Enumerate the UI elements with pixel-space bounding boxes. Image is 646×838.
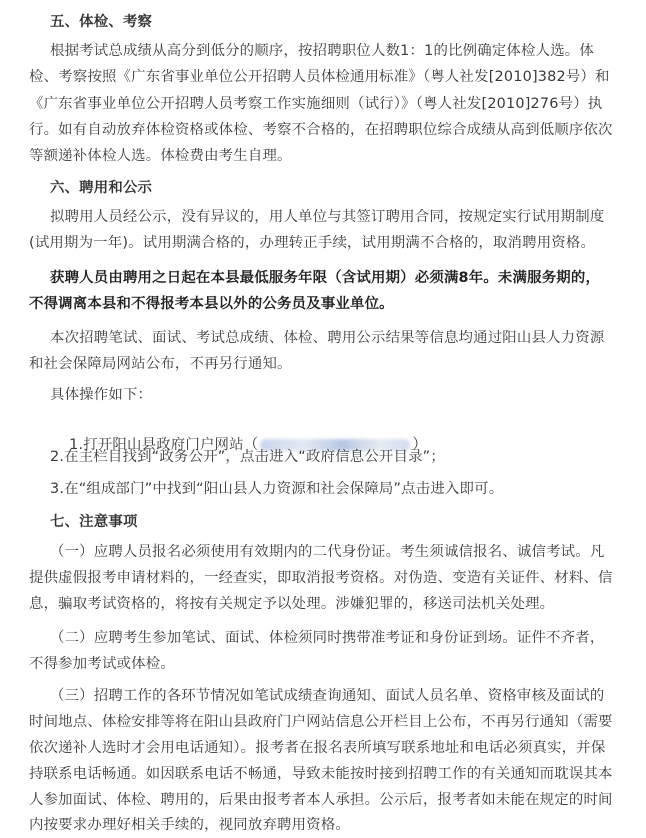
paragraph-line: 息，骗取考试资格的，将按有关规定予以处理。涉嫌犯罪的，移送司法机关处理。 — [29, 596, 555, 612]
section-heading: 六、聘用和公示 — [50, 180, 153, 196]
paragraph-line: 本次招聘笔试、面试、考试总成绩、体检、聘用公示结果等信息均通过阳山县人力资源 — [50, 330, 605, 346]
section-heading: 七、注意事项 — [50, 514, 138, 530]
paragraph-line: 人参加面试、体检、聘用的，后果由报考者本人承担。公示后，报考者如未能在规定的时间 — [29, 792, 613, 808]
paragraph-line: 拟聘用人员经公示，没有异议的，用人单位与其签订聘用合同，按规定实行试用期制度 — [50, 209, 605, 225]
paragraph-line: （三）招聘工作的各环节情况如笔试成绩查询通知、面试人员名单、资格审核及面试的 — [50, 688, 605, 704]
paragraph-line: 根据考试总成绩从高分到低分的顺序，按招聘职位人数1：1的比例确定体检人选。体 — [50, 43, 594, 59]
step-line: 3.在“组成部门”中找到“阳山县人力资源和社会保障局”点击进入即可。 — [50, 481, 504, 497]
paragraph-line: 行。如有自动放弃体检资格或体检、考察不合格的，在招聘职位综合成绩从高到低顺序依次 — [29, 122, 613, 138]
paragraph-line: 内按要求办理好相关手续的，视同放弃聘用资格。 — [29, 817, 350, 833]
paragraph-line: 和社会保障局网站公布，不再另行通知。 — [29, 356, 292, 372]
paragraph-line: 《广东省事业单位公开招聘人员考察工作实施细则（试行）》（粤人社发[2010]276号）执 — [29, 96, 603, 112]
step-line: 2.在主栏目找到“政务公开”，点击进入“政府信息公开目录”； — [50, 449, 445, 465]
paragraph-line: 提供虚假报考申请材料的，一经查实，即取消报考资格。对伪造、变造有关证件、材料、信 — [29, 570, 613, 586]
paragraph-line: 具体操作如下： — [50, 387, 153, 403]
paragraph-line: 依次递补人选时才会用电话通知）。报考者在报名表所填写联系地址和电话必须真实，并保 — [29, 740, 606, 756]
paragraph-line: 不得参加考试或体检。 — [29, 656, 175, 672]
section-heading: 五、体检、考察 — [50, 14, 153, 30]
step-text: 1.打开阳山县政府门户网站（ — [69, 437, 259, 453]
paragraph-line: 时间地点、体检安排等将在阳山县政府门户网站信息公开栏目上公布，不再另行通知（需要 — [29, 714, 613, 730]
step-text-close: ） — [412, 437, 427, 453]
paragraph-line: 持联系电话畅通。如因联系电话不畅通，导致未能按时接到招聘工作的有关通知而耽误其本 — [29, 766, 613, 782]
bold-paragraph-line: 获聘人员由聘用之日起在本县最低服务年限（含试用期）必须满8年。未满服务期的， — [50, 270, 601, 286]
paragraph-line: 检、考察按照《广东省事业单位公开招聘人员体检通用标准》（粤人社发[2010]382号）和 — [29, 69, 610, 85]
paragraph-line: （一）应聘人员报名必须使用有效期内的二代身份证。考生须诚信报名、诚信考试。凡 — [50, 544, 605, 560]
paragraph-line: （二）应聘考生参加笔试、面试、体检须同时携带准考证和身份证到场。证件不齐者， — [50, 630, 605, 646]
bold-paragraph-line: 不得调离本县和不得报考本县以外的公务员及事业单位。 — [29, 296, 394, 312]
paragraph-line: 等额递补体检人选。体检费由考生自理。 — [29, 148, 292, 164]
paragraph-line: (试用期为一年)。试用期满合格的，办理转正手续，试用期满不合格的，取消聘用资格。 — [29, 235, 596, 251]
